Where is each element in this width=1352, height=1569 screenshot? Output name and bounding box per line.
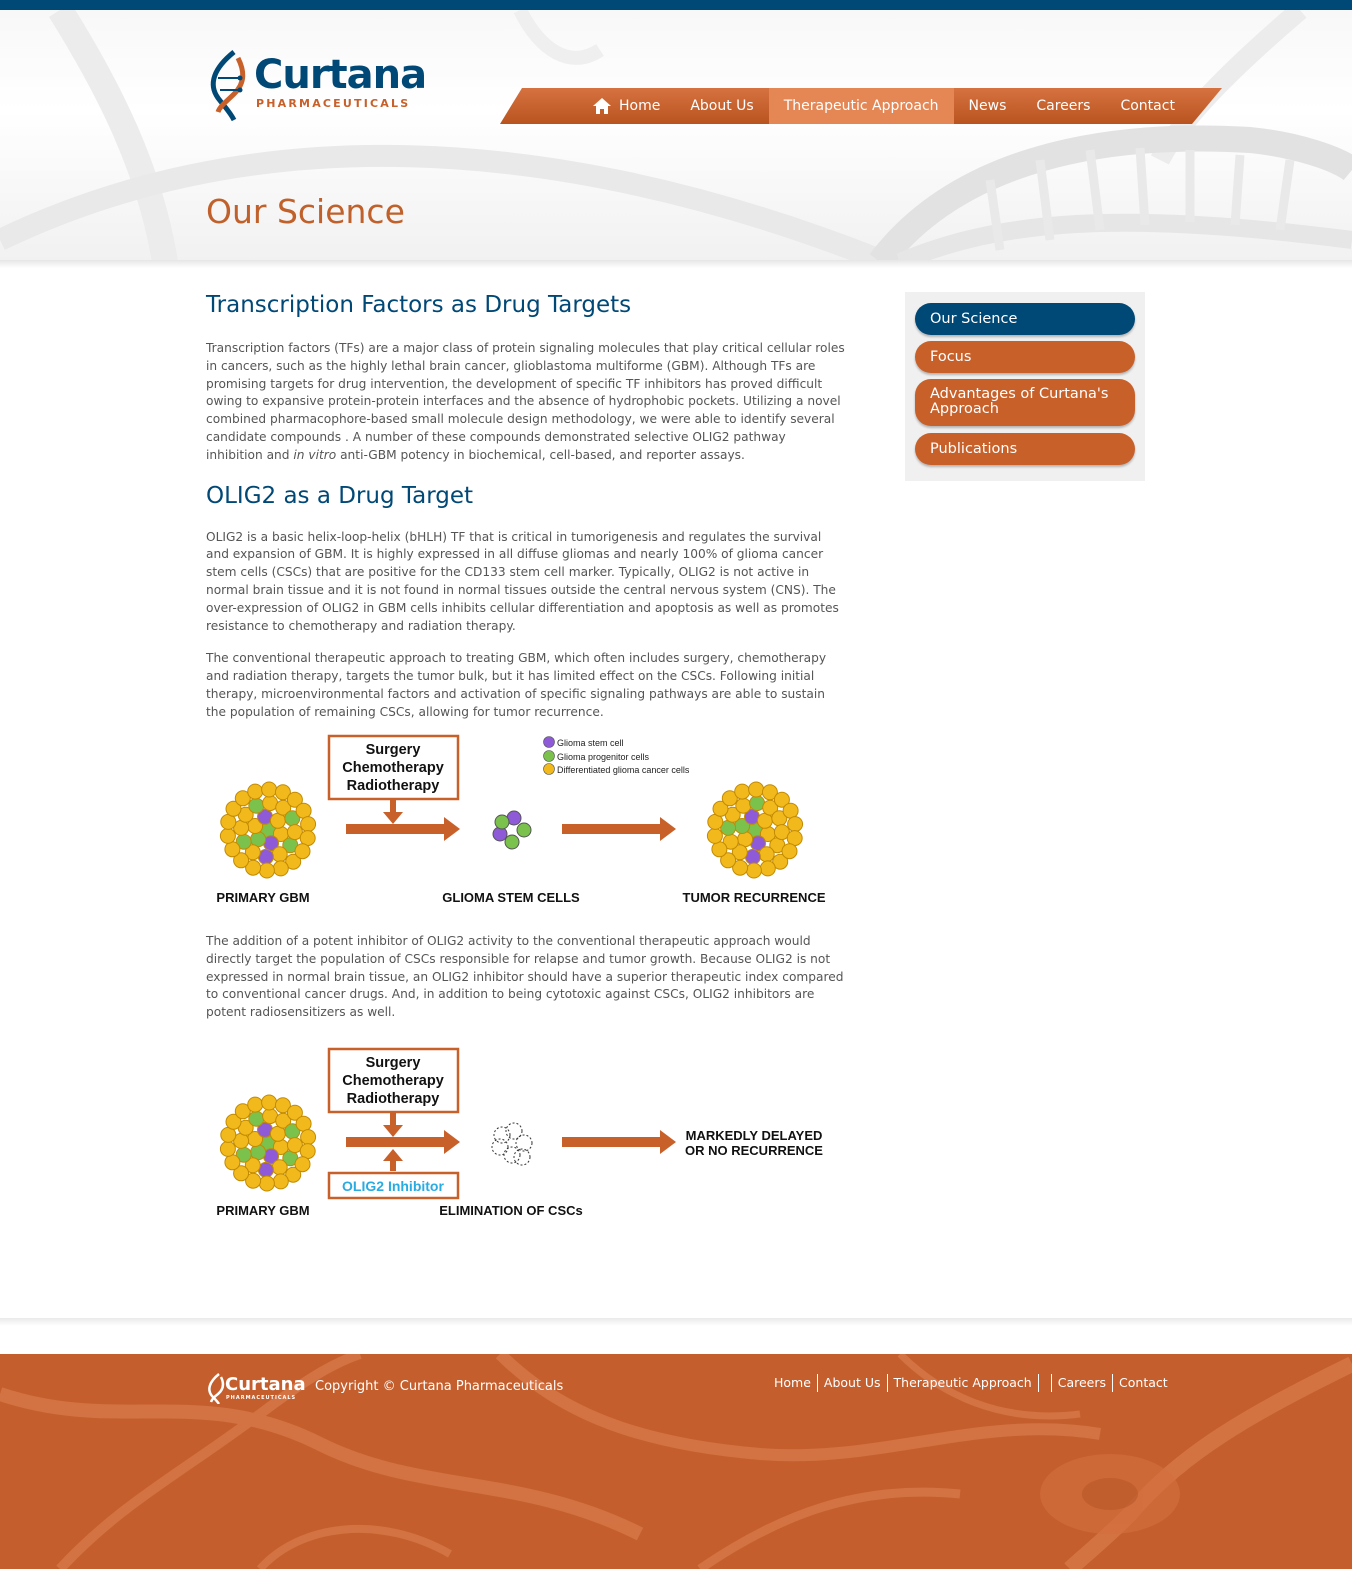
outcome-line-2: OR NO RECURRENCE: [685, 1143, 823, 1158]
sidebar-item-publications[interactable]: Publications: [915, 433, 1135, 465]
right-arrow-2-shaft: [562, 824, 662, 834]
paragraph-tf: [206, 340, 846, 465]
legend-differentiated-label: Differentiated glioma cancer cells: [557, 765, 690, 775]
site-footer: [0, 1354, 1352, 1569]
footer-divider: [0, 1318, 1352, 1326]
differentiated-cell: [707, 828, 722, 843]
footer-brand-name: Curtana: [225, 1374, 306, 1395]
differentiated-cell: [712, 842, 727, 857]
paragraph-olig2-3: The addition of a potent inhibitor of OLIG2 activity to the conventional therapeutic approach would directly target the population of CSCs responsible for relapse and tumor growth. Because OLIG2 is not expressed in normal brain tissue, an OLIG2 inhibitor should have a superior therapeutic index compared to conventional cancer drugs. And, in addition to being cytotoxic against CSCs, OLIG2 inhibitors are potent radiosensitizers as well.: [206, 934, 844, 1020]
primary-gbm-cluster-2: [220, 1095, 315, 1191]
footer-logo[interactable]: [205, 1372, 306, 1404]
dna-helix-icon: [204, 48, 252, 124]
differentiated-cell: [259, 1176, 274, 1191]
legend-progenitor-swatch: [544, 751, 555, 762]
treatment-line-chemotherapy-2: Chemotherapy: [342, 1073, 444, 1089]
differentiated-cell: [301, 1130, 316, 1145]
main-content: [206, 292, 846, 722]
label-tumor-recurrence: TUMOR RECURRENCE: [682, 890, 826, 905]
primary-gbm-cluster: [220, 782, 315, 878]
right-arrow-2-head: [660, 817, 676, 841]
eliminated-cell-outline: [504, 1147, 520, 1163]
differentiated-cell: [225, 842, 240, 857]
treatment-line-surgery: Surgery: [365, 742, 421, 758]
differentiated-cell: [788, 817, 803, 832]
sidebar-item-focus[interactable]: Focus: [915, 341, 1135, 373]
nav-news[interactable]: News: [968, 98, 1007, 114]
hero-divider: [0, 260, 1352, 268]
differentiated-cell: [301, 817, 316, 832]
down-arrow-head: [383, 812, 403, 824]
nav-about-us[interactable]: About Us: [690, 98, 754, 114]
progenitor-cell: [495, 815, 509, 829]
label-elimination-cscs: ELIMINATION OF CSCs: [439, 1203, 583, 1218]
brand-name: Curtana: [254, 52, 427, 98]
sidebar-submenu: [905, 292, 1145, 481]
differentiated-cell: [248, 1097, 263, 1112]
differentiated-cell: [735, 784, 750, 799]
paragraph-olig2-2: The conventional therapeutic approach to treating GBM, which often includes surgery, chemotherapy and radiation therapy, targets the tumor bulk, but it has limited effect on the CSCs. Following initial therapy, microenvironmental factors and activation of specific signaling pathways are able to sustain the population of remaining CSCs, allowing for tumor recurrence.: [206, 651, 827, 719]
differentiated-cell: [273, 1174, 288, 1189]
label-primary-gbm-2: PRIMARY GBM: [216, 1203, 310, 1218]
eliminated-cells-outline: [492, 1123, 532, 1165]
differentiated-cell: [296, 803, 311, 818]
differentiated-cell: [749, 782, 764, 797]
nav-home[interactable]: [578, 88, 675, 124]
treatment-line-radiotherapy: Radiotherapy: [346, 778, 440, 794]
treatment-line-chemotherapy: Chemotherapy: [342, 760, 444, 776]
main-navigation: [500, 88, 1222, 124]
eliminated-cell-outline: [514, 1149, 530, 1165]
nav-therapeutic-approach[interactable]: Therapeutic Approach: [769, 88, 954, 124]
differentiated-cell: [759, 847, 774, 862]
legend-stem-swatch: [544, 737, 555, 748]
header-hero: [0, 10, 1352, 262]
differentiated-cell: [783, 803, 798, 818]
differentiated-cell: [736, 798, 751, 813]
glioma-stem-cells-cluster: [493, 811, 531, 849]
label-glioma-stem-cells: GLIOMA STEM CELLS: [442, 890, 580, 905]
paragraph-tf-part1: Transcription factors (TFs) are a major class of protein signaling molecules that play critical cellular roles in cancers, such as the highly lethal brain cancer, glioblastoma multiforme (GBM). Although TFs are promising targets for drug intervention, the development of specific TF inhibitors has proved difficult owing to expansive protein-protein interfaces and the absence of hydrophobic pockets. Utilizing a novel combined pharmacophore-based small molecule design methodology, we were able to identify several candidate compounds . A number of these compounds demonstrated selective OLIG2 pathway inhibition and: [206, 341, 845, 462]
legend-stem-label: Glioma stem cell: [557, 738, 624, 748]
outcome-line-1: MARKEDLY DELAYED: [685, 1128, 823, 1143]
progenitor-cell: [505, 835, 519, 849]
sidebar-item-advantages[interactable]: Advantages of Curtana's Approach: [915, 379, 1135, 426]
diagram-1-graphic: [206, 732, 846, 912]
top-accent-bar: [0, 0, 1352, 10]
sidebar-item-our-science[interactable]: Our Science: [915, 303, 1135, 335]
footer-links: [768, 1374, 1174, 1392]
tumor-recurrence-cluster: [707, 782, 802, 878]
paragraph-tf-italic: in vitro: [293, 447, 337, 462]
nav-careers[interactable]: Careers: [1036, 98, 1091, 114]
footer-link-empty[interactable]: [1039, 1374, 1052, 1392]
diagram-olig2-inhibitor-therapy: [206, 1045, 846, 1225]
treatment-line-surgery-2: Surgery: [365, 1055, 421, 1071]
eliminated-cell-outline: [516, 1135, 532, 1151]
footer-link-careers[interactable]: Careers: [1052, 1374, 1113, 1392]
differentiated-cell: [272, 1160, 287, 1175]
inhibitor-label: OLIG2 Inhibitor: [342, 1178, 444, 1194]
right-arrow-1-shaft: [346, 824, 446, 834]
up-arrow-head: [383, 1149, 403, 1161]
progenitor-cell: [249, 1111, 264, 1126]
progenitor-cell: [249, 798, 264, 813]
differentiated-cell: [273, 861, 288, 876]
section-heading-tf: Transcription Factors as Drug Targets: [206, 292, 632, 318]
footer-link-about-us[interactable]: About Us: [818, 1374, 888, 1392]
differentiated-cell: [295, 844, 310, 859]
home-icon: [593, 98, 611, 114]
section-heading-olig2: OLIG2 as a Drug Target: [206, 482, 474, 509]
differentiated-cell: [248, 784, 263, 799]
footer-dna-icon: [205, 1372, 227, 1404]
differentiated-cell: [220, 1141, 235, 1156]
footer-link-home[interactable]: Home: [768, 1374, 818, 1392]
differentiated-cell: [295, 1157, 310, 1172]
treatment-line-radiotherapy-2: Radiotherapy: [346, 1091, 440, 1107]
right-arrow-4-shaft: [562, 1137, 662, 1147]
diagram-2-graphic: [206, 1045, 846, 1225]
paragraph-olig2-1: OLIG2 is a basic helix-loop-helix (bHLH) TF that is critical in tumorigenesis and regulates the survival and expansion of GBM. It is highly expressed in all diffuse gliomas and nearly 100% of glioma cancer stem cells (CSCs) that are positive for the CD133 stem cell marker. Typically, OLIG2 is not active in normal brain tissue and it is not found in normal tissues outside the central nervous system (CNS). The over-expression of OLIG2 in GBM cells inhibits cellular differentiation and apoptosis as well as promotes resistance to chemotherapy and radiation therapy.: [206, 529, 839, 633]
hero-background-art: [0, 10, 1352, 262]
page-title: Our Science: [206, 192, 405, 231]
footer-brand-subtitle: PHARMACEUTICALS: [226, 1395, 297, 1401]
diagram-conventional-therapy: [206, 732, 846, 912]
footer-link-contact[interactable]: Contact: [1119, 1375, 1168, 1390]
footer-copyright: Copyright © Curtana Pharmaceuticals: [315, 1379, 564, 1394]
paragraph-tf-part2: anti-GBM potency in biochemical, cell-based, and reporter assays.: [336, 447, 745, 462]
nav-home-label: Home: [619, 98, 661, 114]
differentiated-cell: [746, 863, 761, 878]
differentiated-cell: [760, 861, 775, 876]
footer-link-therapeutic-approach[interactable]: Therapeutic Approach: [888, 1374, 1039, 1392]
differentiated-cell: [259, 863, 274, 878]
brand-subtitle: PHARMACEUTICALS: [256, 97, 411, 110]
right-arrow-3-head: [444, 1130, 460, 1154]
legend-differentiated-swatch: [544, 764, 555, 775]
right-arrow-4-head: [660, 1130, 676, 1154]
differentiated-cell: [225, 1155, 240, 1170]
differentiated-cell: [272, 847, 287, 862]
differentiated-cell: [220, 828, 235, 843]
right-arrow-1-head: [444, 817, 460, 841]
differentiated-cell: [296, 1116, 311, 1131]
nav-contact[interactable]: Contact: [1120, 98, 1175, 114]
right-arrow-3-shaft: [346, 1137, 446, 1147]
down-arrow-head-2: [383, 1125, 403, 1137]
legend-progenitor-label: Glioma progenitor cells: [557, 752, 650, 762]
differentiated-cell: [262, 1095, 277, 1110]
differentiated-cell: [782, 844, 797, 859]
label-primary-gbm: PRIMARY GBM: [216, 890, 310, 905]
differentiated-cell: [262, 782, 277, 797]
progenitor-cell: [517, 823, 531, 837]
eliminated-cell-outline: [492, 1139, 508, 1155]
curtana-logo[interactable]: [204, 48, 427, 124]
